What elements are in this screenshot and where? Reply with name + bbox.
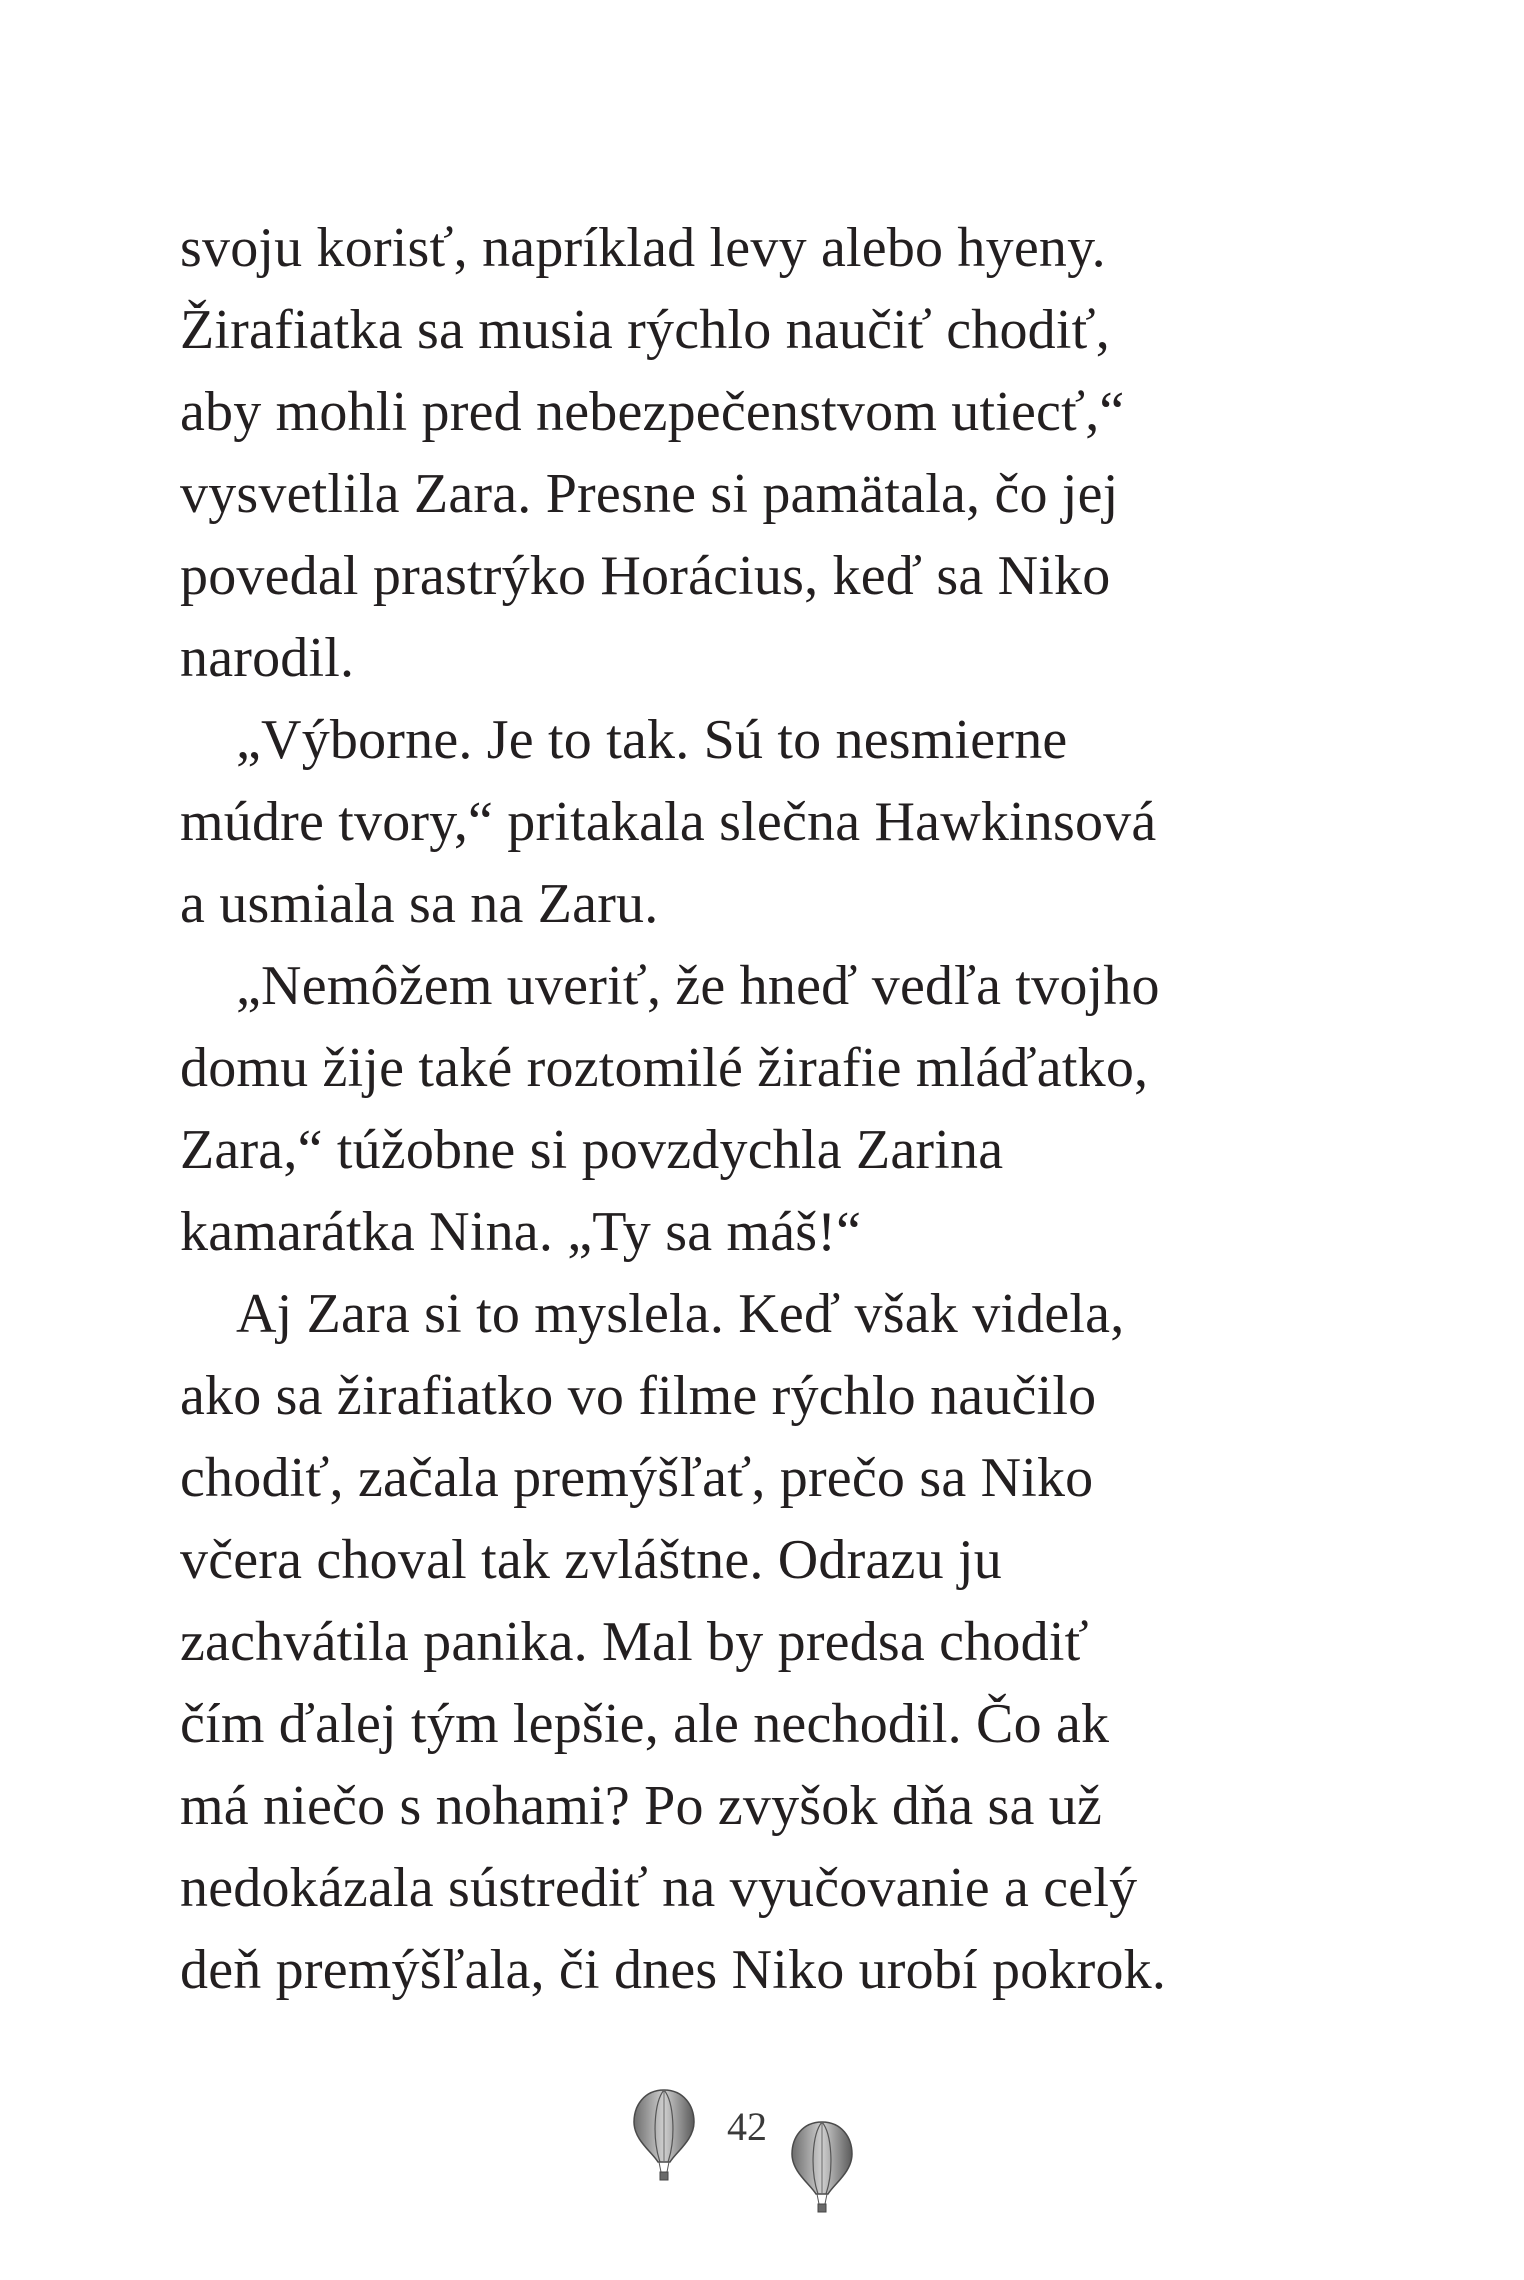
text-line: povedal prastrýko Horácius, keď sa Niko [180,545,1111,607]
text-line: zachvátila panika. Mal by predsa chodiť [180,1611,1089,1673]
text-line: Zara,“ túžobne si povzdychla Zarina [180,1119,1004,1181]
page-number: 42 [727,2104,767,2149]
text-line: má niečo s nohami? Po zvyšok dňa sa už [180,1775,1103,1837]
text-line: „Výborne. Je to tak. Sú to nesmierne [236,709,1068,771]
text-line: čím ďalej tým lepšie, ale nechodil. Čo ak [180,1693,1110,1755]
text-line: kamarátka Nina. „Ty sa máš!“ [180,1201,862,1263]
text-line: Aj Zara si to myslela. Keď však videla, [236,1283,1125,1345]
text-line: svoju korisť, napríklad levy alebo hyeny. [180,217,1106,279]
text-line: a usmiala sa na Zaru. [180,873,659,935]
text-line: „Nemôžem uveriť, že hneď vedľa tvojho [236,955,1160,1017]
hot-air-balloon-icon [632,2088,696,2184]
text-line: ako sa žirafiatko vo filme rýchlo naučilo [180,1365,1097,1427]
text-line: Žirafiatka sa musia rýchlo naučiť chodiť, [180,299,1110,361]
text-line: domu žije také roztomilé žirafie mláďatko, [180,1037,1149,1099]
page-body [180,207,1380,2011]
text-line: chodiť, začala premýšľať, prečo sa Niko [180,1447,1094,1509]
text-line: aby mohli pred nebezpečenstvom utiecť,“ [180,381,1125,443]
text-line: deň premýšľala, či dnes Niko urobí pokrok. [180,1939,1167,2001]
text-line: narodil. [180,627,355,689]
text-line: múdre tvory,“ pritakala slečna Hawkinsová [180,791,1157,853]
text-line: vysvetlila Zara. Presne si pamätala, čo jej [180,463,1119,525]
hot-air-balloon-icon [790,2120,854,2216]
page-footer [0,2080,1524,2280]
text-line: nedokázala sústrediť na vyučovanie a celý [180,1857,1138,1919]
text-line: včera choval tak zvláštne. Odrazu ju [180,1529,1002,1591]
